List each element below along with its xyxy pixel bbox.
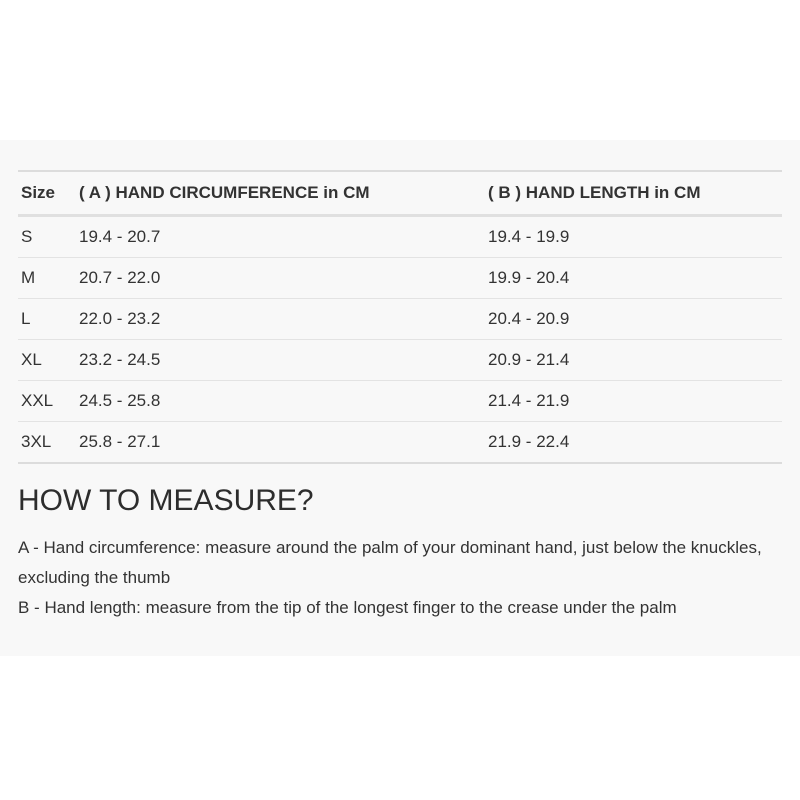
instruction-a: A - Hand circumference: measure around the palm of your dominant hand, just below the knuckles, excluding the thumb — [18, 538, 762, 587]
circumference-cell: 22.0 - 23.2 — [79, 299, 488, 340]
circumference-cell: 25.8 - 27.1 — [79, 432, 161, 451]
column-header-circumference: ( A ) HAND CIRCUMFERENCE in CM — [79, 171, 488, 216]
length-cell: 19.9 - 20.4 — [488, 258, 782, 299]
table-row — [18, 422, 782, 464]
circumference-cell: 19.4 - 20.7 — [79, 216, 488, 258]
table-row — [18, 299, 782, 340]
table-row — [18, 340, 782, 381]
table-row — [18, 216, 782, 258]
size-cell: XL — [18, 340, 79, 381]
circumference-cell: 20.7 - 22.0 — [79, 258, 488, 299]
how-to-measure-heading: HOW TO MEASURE? — [18, 484, 314, 517]
table-row — [18, 258, 782, 299]
length-cell: 20.4 - 20.9 — [488, 299, 782, 340]
table-header-row — [18, 171, 782, 216]
circumference-cell: 24.5 - 25.8 — [79, 381, 488, 422]
size-chart-table — [18, 170, 782, 464]
length-cell: 19.4 - 19.9 — [488, 216, 782, 258]
table-row — [18, 381, 782, 422]
circumference-cell: 23.2 - 24.5 — [79, 340, 488, 381]
size-cell: 3XL — [21, 432, 52, 451]
size-cell: M — [18, 258, 79, 299]
length-cell: 20.9 - 21.4 — [488, 340, 782, 381]
size-chart-section — [0, 140, 800, 656]
instruction-b: B - Hand length: measure from the tip of the longest finger to the crease under the palm — [18, 598, 677, 617]
size-cell: XXL — [18, 381, 79, 422]
length-cell: 21.9 - 22.4 — [488, 432, 570, 451]
size-cell: S — [18, 216, 79, 258]
size-cell: L — [18, 299, 79, 340]
length-cell: 21.4 - 21.9 — [488, 381, 782, 422]
column-header-length: ( B ) HAND LENGTH in CM — [488, 171, 782, 216]
column-header-size: Size — [18, 171, 79, 216]
